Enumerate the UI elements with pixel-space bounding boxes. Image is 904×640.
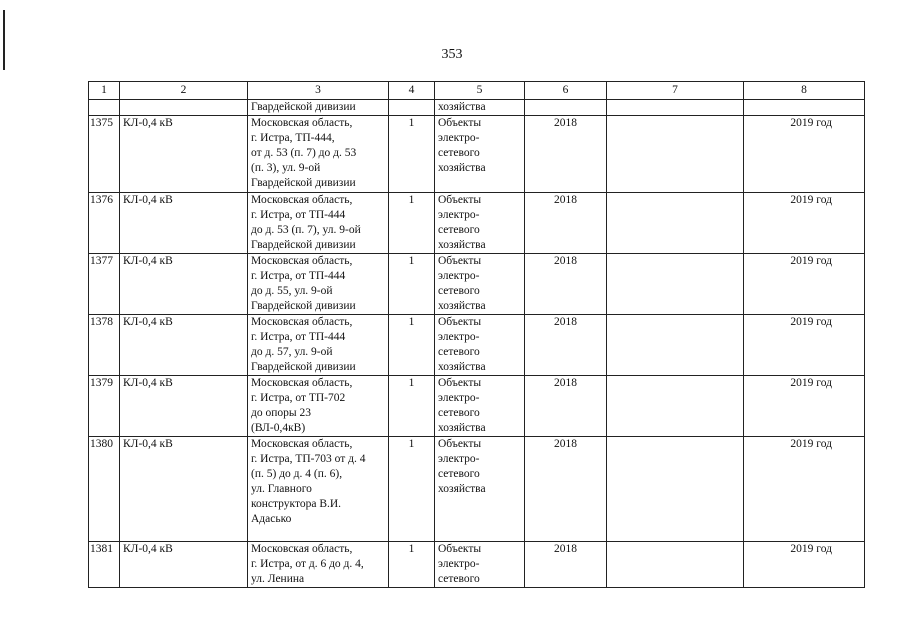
table-row [89, 254, 865, 315]
table-row [89, 376, 865, 437]
cell-year: 2018 [525, 193, 607, 254]
cell-type: КЛ-0,4 кВ [120, 193, 248, 254]
column-header: 4 [389, 82, 435, 100]
cell-col7 [607, 116, 744, 193]
column-number-row [89, 82, 865, 100]
cell-num: 1381 [89, 542, 120, 588]
cell-num: 1376 [89, 193, 120, 254]
table-row [89, 437, 865, 542]
column-header: 3 [248, 82, 389, 100]
cell-col7 [607, 315, 744, 376]
cell-purpose: Объекты электро- сетевого [435, 542, 525, 588]
cell-address: Гвардейской дивизии [248, 100, 389, 116]
cell-col7 [607, 100, 744, 116]
cell-address: Московская область, г. Истра, ТП-703 от д. 4 (п. 5) до д. 4 (п. 6), ул. Главного конструктора В.И. Адасько [248, 437, 389, 542]
column-header: 1 [89, 82, 120, 100]
cell-num: 1380 [89, 437, 120, 542]
cell-purpose: Объекты электро- сетевого хозяйства [435, 437, 525, 542]
cell-address: Московская область, г. Истра, от д. 6 до д. 4, ул. Ленина [248, 542, 389, 588]
cell-qty: 1 [389, 254, 435, 315]
page-number: 353 [441, 47, 463, 62]
cell-year: 2018 [525, 376, 607, 437]
cell-type: КЛ-0,4 кВ [120, 116, 248, 193]
cell-purpose: хозяйства [435, 100, 525, 116]
cell-qty: 1 [389, 542, 435, 588]
cell-type: КЛ-0,4 кВ [120, 376, 248, 437]
cell-qty: 1 [389, 116, 435, 193]
cell-num: 1379 [89, 376, 120, 437]
continuation-row [89, 100, 865, 116]
cell-planned: 2019 год [744, 376, 865, 437]
cell-type: КЛ-0,4 кВ [120, 437, 248, 542]
cell-year: 2018 [525, 116, 607, 193]
cell-address: Московская область, г. Истра, ТП-444, от д. 53 (п. 7) до д. 53 (п. 3), ул. 9-ой Гвардейской дивизии [248, 116, 389, 193]
cell-num: 1378 [89, 315, 120, 376]
table-row [89, 315, 865, 376]
cell-qty: 1 [389, 376, 435, 437]
cell-address: Московская область, г. Истра, от ТП-444 до д. 55, ул. 9-ой Гвардейской дивизии [248, 254, 389, 315]
cell-num: 1377 [89, 254, 120, 315]
cell-purpose: Объекты электро- сетевого хозяйства [435, 254, 525, 315]
column-header: 2 [120, 82, 248, 100]
cell-col7 [607, 542, 744, 588]
cell-address: Московская область, г. Истра, от ТП-444 до д. 57, ул. 9-ой Гвардейской дивизии [248, 315, 389, 376]
cell-col7 [607, 193, 744, 254]
table-row [89, 116, 865, 193]
column-header: 7 [607, 82, 744, 100]
cell-col7 [607, 437, 744, 542]
cell-purpose: Объекты электро- сетевого хозяйства [435, 116, 525, 193]
cell-planned [744, 100, 865, 116]
cell-year: 2018 [525, 254, 607, 315]
cell-col7 [607, 254, 744, 315]
cell-planned: 2019 год [744, 254, 865, 315]
cell-year: 2018 [525, 315, 607, 376]
cell-qty: 1 [389, 193, 435, 254]
cell-purpose: Объекты электро- сетевого хозяйства [435, 376, 525, 437]
cell-year: 2018 [525, 437, 607, 542]
table-row [89, 542, 865, 588]
cell-purpose: Объекты электро- сетевого хозяйства [435, 315, 525, 376]
cell-address: Московская область, г. Истра, от ТП-702 до опоры 23 (ВЛ-0,4кВ) [248, 376, 389, 437]
cell-type [120, 100, 248, 116]
registry-table [88, 81, 865, 588]
cell-qty: 1 [389, 437, 435, 542]
cell-type: КЛ-0,4 кВ [120, 315, 248, 376]
table-row [89, 193, 865, 254]
cell-qty: 1 [389, 315, 435, 376]
cell-purpose: Объекты электро- сетевого хозяйства [435, 193, 525, 254]
cell-type: КЛ-0,4 кВ [120, 254, 248, 315]
cell-col7 [607, 376, 744, 437]
cell-type: КЛ-0,4 кВ [120, 542, 248, 588]
cell-address: Московская область, г. Истра, от ТП-444 до д. 53 (п. 7), ул. 9-ой Гвардейской дивизии [248, 193, 389, 254]
cell-year: 2018 [525, 542, 607, 588]
column-header: 6 [525, 82, 607, 100]
cell-planned: 2019 год [744, 542, 865, 588]
cell-num: 1375 [89, 116, 120, 193]
cell-planned: 2019 год [744, 193, 865, 254]
cell-qty [389, 100, 435, 116]
column-header: 8 [744, 82, 865, 100]
cell-planned: 2019 год [744, 315, 865, 376]
cell-planned: 2019 год [744, 116, 865, 193]
column-header: 5 [435, 82, 525, 100]
cell-planned: 2019 год [744, 437, 865, 542]
cell-num [89, 100, 120, 116]
cell-year [525, 100, 607, 116]
